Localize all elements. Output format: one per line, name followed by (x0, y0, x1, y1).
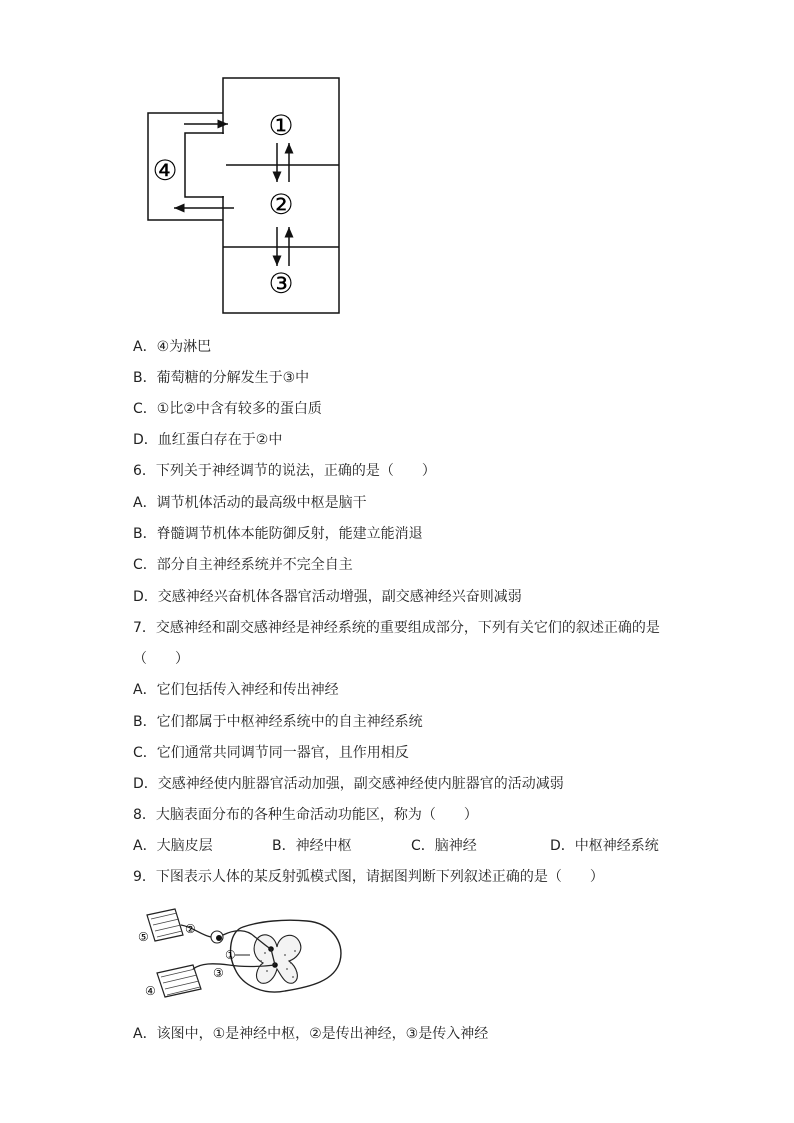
q8-stem: 8．大脑表面分布的各种生命活动功能区，称为（ ） (133, 807, 478, 823)
q7-option-a: A．它们包括传入神经和传出神经 (133, 682, 339, 698)
q7-option-d: D．交感神经使内脏器官活动加强，副交感神经使内脏器官的活动减弱 (133, 776, 564, 792)
q8-options-row (133, 837, 659, 855)
q8-option-b: B．神经中枢 (272, 838, 352, 854)
q8-option-d: D．中枢神经系统 (550, 838, 659, 854)
q6-option-c: C．部分自主神经系统并不完全自主 (133, 557, 353, 573)
q6-option-b: B．脊髓调节机体本能防御反射，能建立能消退 (133, 526, 423, 542)
q7-option-c: C．它们通常共同调节同一器官，且作用相反 (133, 745, 409, 761)
label-2: ② (268, 188, 294, 221)
label-4: ④ (152, 154, 178, 187)
reflex-arc-diagram (135, 905, 350, 1005)
q5-option-c: C．①比②中含有较多的蛋白质 (133, 401, 322, 417)
label-3: ③ (268, 267, 294, 300)
q6-option-a: A．调节机体活动的最高级中枢是脑干 (133, 495, 367, 511)
q8-option-c: C．脑神经 (411, 838, 477, 854)
q7-option-b: B．它们都属于中枢神经系统中的自主神经系统 (133, 714, 423, 730)
q6-option-d: D．交感神经兴奋机体各器官活动增强，副交感神经兴奋则减弱 (133, 589, 522, 605)
reflex-label-1: ① (225, 948, 236, 962)
label-1: ① (268, 109, 294, 142)
q5-option-d: D．血红蛋白存在于②中 (133, 432, 283, 448)
reflex-label-5: ⑤ (138, 930, 149, 944)
reflex-label-3: ③ (213, 966, 224, 980)
q9-option-a: A．该图中，①是神经中枢，②是传出神经，③是传入神经 (133, 1026, 489, 1042)
body-fluid-diagram (140, 75, 352, 320)
reflex-label-2: ② (185, 922, 196, 936)
q7-stem: 7．交感神经和副交感神经是神经系统的重要组成部分，下列有关它们的叙述正确的是 (133, 620, 660, 636)
q7-stem-continued: （ ） (133, 651, 189, 667)
q5-option-b: B．葡萄糖的分解发生于③中 (133, 370, 310, 386)
q6-stem: 6．下列关于神经调节的说法，正确的是（ ） (133, 463, 436, 479)
q5-option-a: A．④为淋巴 (133, 339, 212, 355)
q8-option-a: A．大脑皮层 (133, 838, 213, 854)
q9-stem: 9．下图表示人体的某反射弧模式图，请据图判断下列叙述正确的是（ ） (133, 869, 604, 885)
reflex-label-4: ④ (145, 984, 156, 998)
